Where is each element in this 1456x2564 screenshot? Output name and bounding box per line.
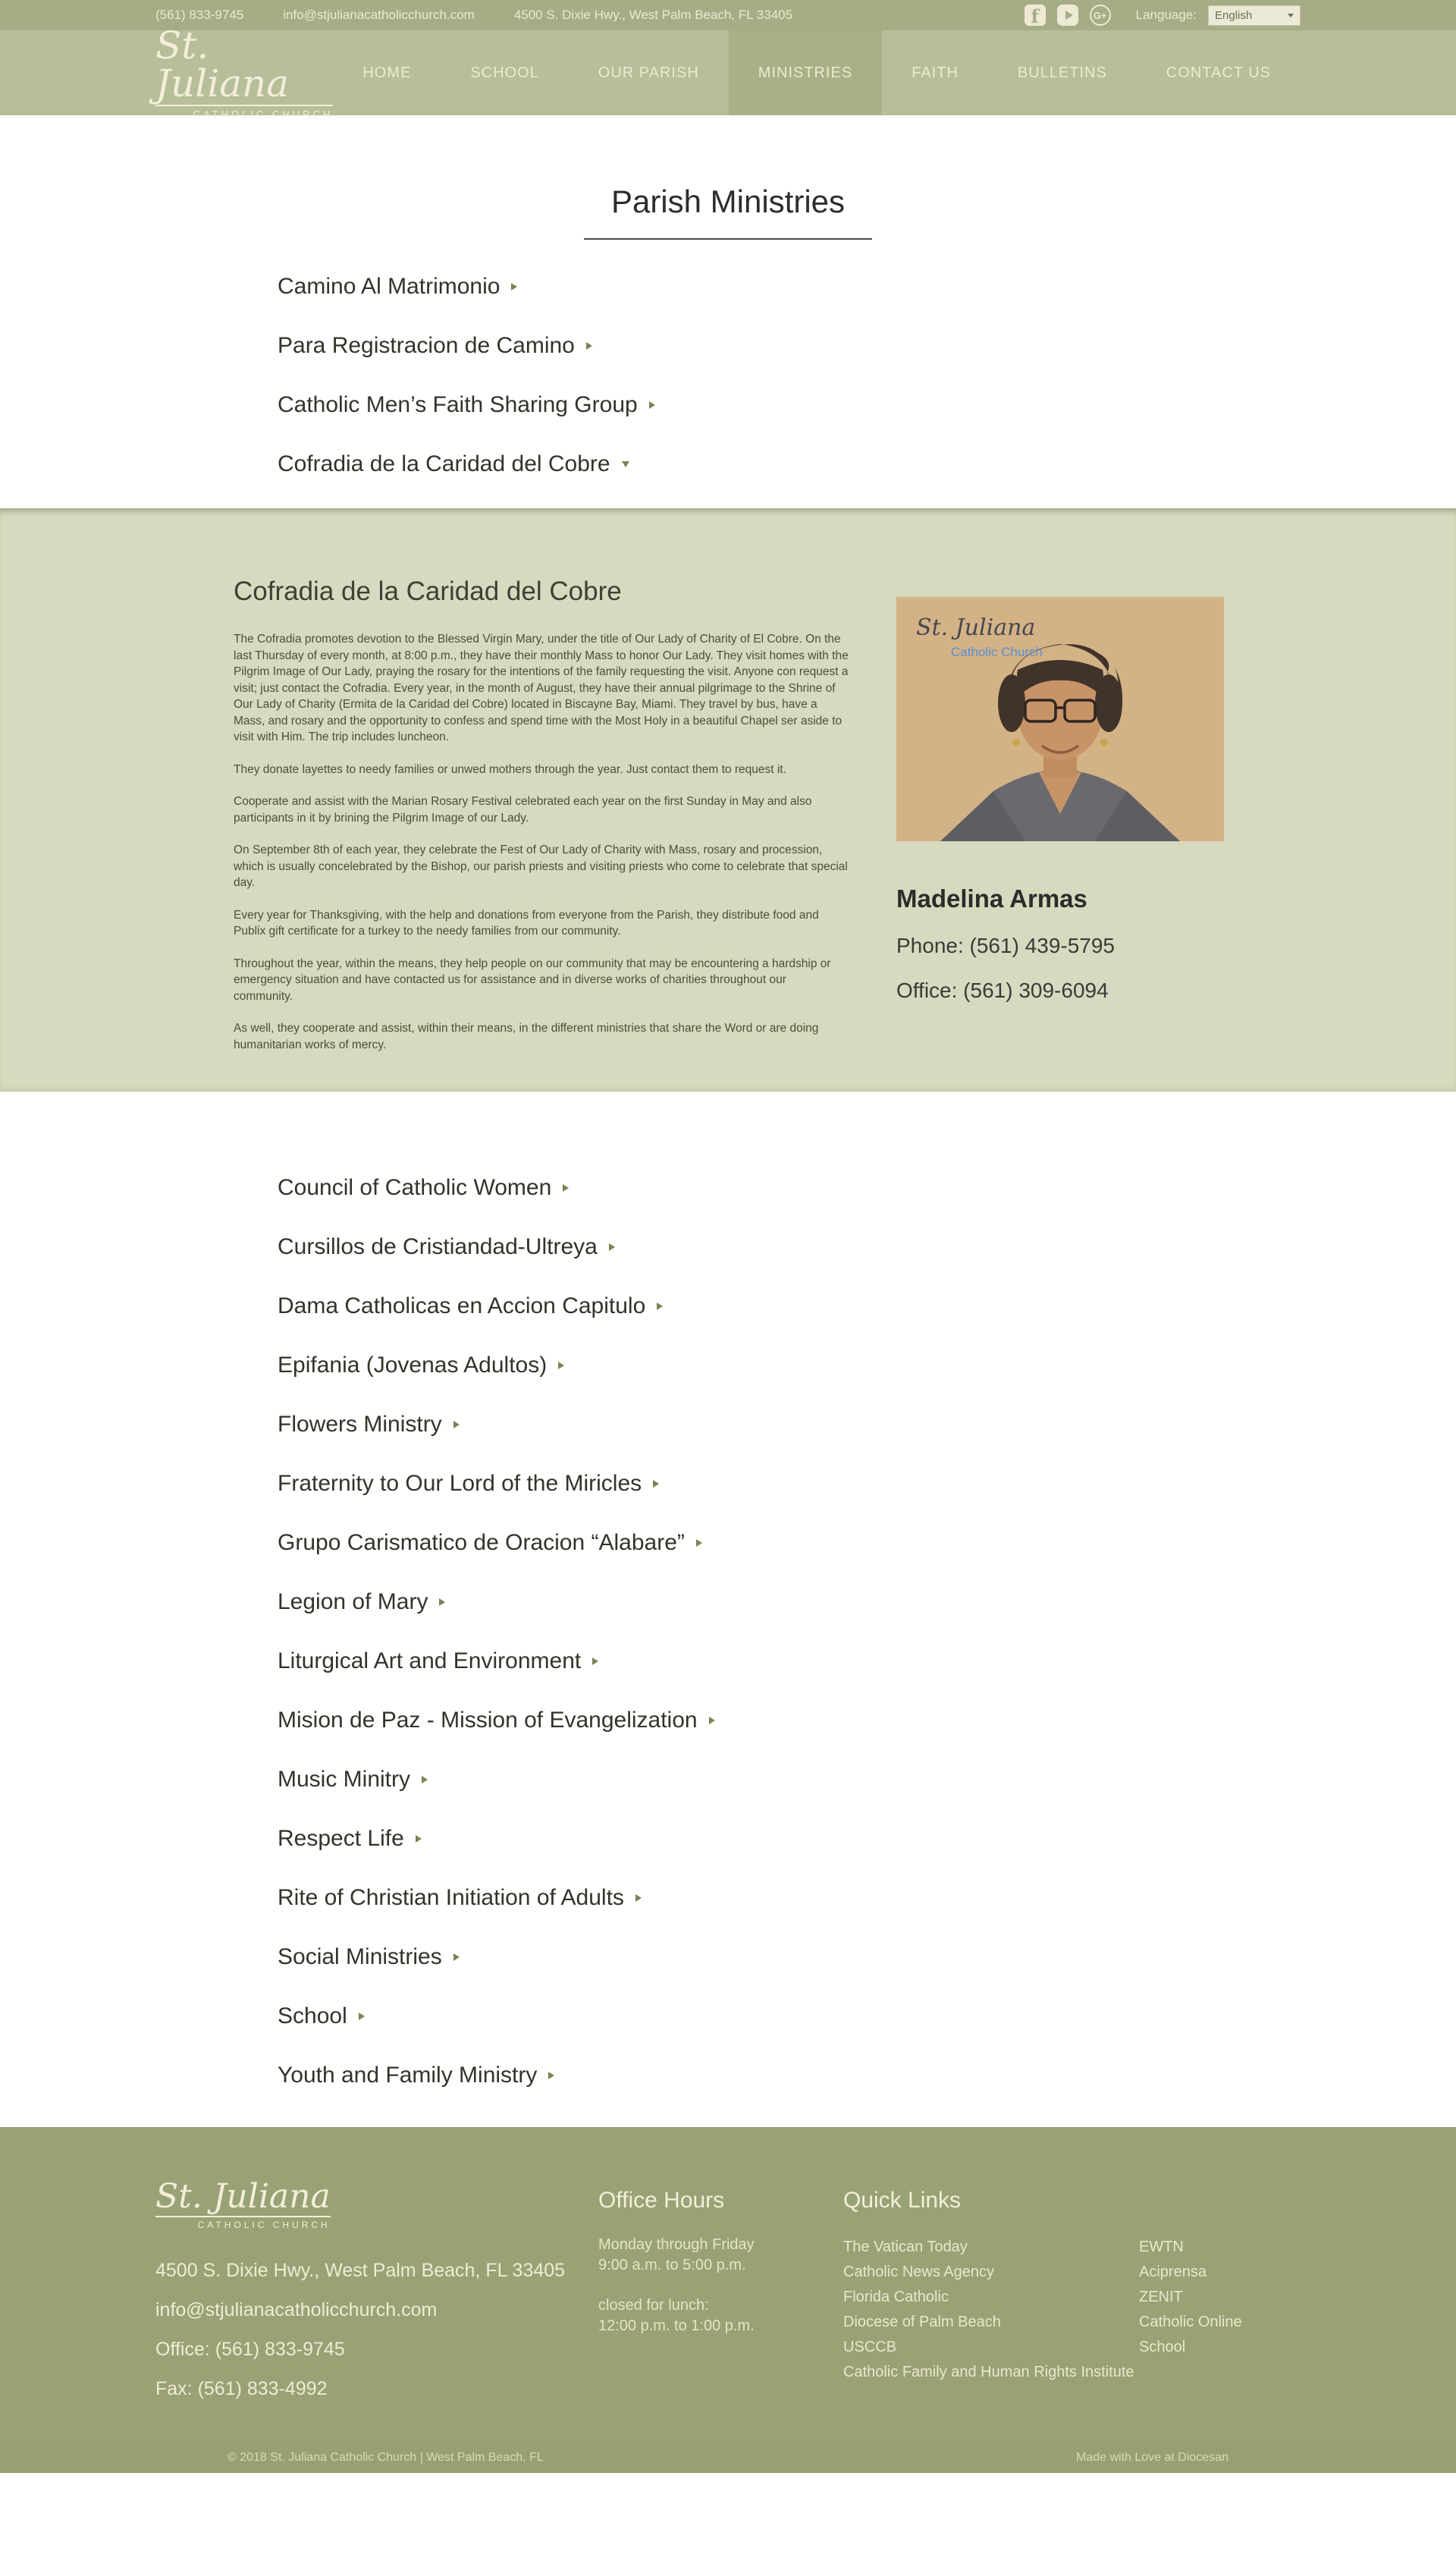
main-content [0, 115, 1456, 479]
chevron-right-icon [653, 1480, 659, 1488]
navbar [0, 23, 1456, 120]
ministry-item[interactable] [278, 272, 1456, 302]
chevron-right-icon [622, 461, 629, 467]
credit-link[interactable]: Made with Love at Diocesan [1076, 2451, 1228, 2464]
ministry-item-label: Rite of Christian Initiation of Adults [278, 1885, 624, 1910]
office-hours-weekdays: Monday through Friday 9:00 a.m. to 5:00 p.m. [598, 2236, 755, 2273]
quick-links-col2 [1139, 2235, 1242, 2385]
chevron-right-icon [511, 283, 517, 291]
ministry-item-label: Youth and Family Ministry [278, 2063, 538, 2088]
logo-script-text: St. Juliana [155, 23, 290, 105]
ministry-item[interactable] [278, 1528, 1456, 1558]
chevron-right-icon [649, 401, 655, 409]
nav-item[interactable]: SCHOOL [470, 64, 539, 81]
nav-item[interactable]: CONTACT US [1166, 64, 1271, 81]
ministry-item[interactable] [278, 1232, 1456, 1262]
chevron-right-icon [609, 1243, 615, 1251]
footer-office-phone: Office: (561) 833-9745 [155, 2339, 345, 2360]
ministry-item[interactable] [278, 390, 1456, 420]
ministry-item[interactable] [278, 1764, 1456, 1795]
quick-link[interactable]: Catholic Family and Human Rights Institute [843, 2364, 1134, 2380]
ministry-item-label: Council of Catholic Women [278, 1175, 552, 1200]
quick-link[interactable]: EWTN [1139, 2239, 1184, 2255]
footer-fax: Fax: (561) 833-4992 [155, 2378, 328, 2399]
chevron-right-icon [586, 342, 592, 350]
youtube-icon[interactable] [1057, 5, 1078, 26]
office-hours-title: Office Hours [598, 2188, 725, 2213]
footer-email[interactable]: info@stjulianacatholicchurch.com [155, 2299, 438, 2320]
ministry-item-label: Fraternity to Our Lord of the Miricles [278, 1471, 642, 1496]
nav-item[interactable]: BULLETINS [1017, 64, 1107, 81]
topbar-email[interactable]: info@stjulianacatholicchurch.com [283, 8, 475, 22]
ministry-item[interactable] [278, 1409, 1456, 1440]
logo-subtitle: CATHOLIC CHURCH [155, 105, 333, 120]
ministry-item-label: Legion of Mary [278, 1589, 428, 1614]
cofradia-title: Cofradia de la Caridad del Cobre [234, 577, 622, 606]
cofradia-paragraph: As well, they cooperate and assist, within their means, in the different ministries that share the Word or are doing humanitarian works of mercy. [234, 1022, 819, 1051]
ministry-item-label: Music Minitry [278, 1767, 411, 1792]
chevron-right-icon [422, 1776, 428, 1783]
ministry-item-label: Social Ministries [278, 1944, 442, 1969]
chevron-right-icon [696, 1539, 702, 1547]
ministry-item[interactable] [278, 331, 1456, 361]
ministry-item[interactable] [278, 1587, 1456, 1617]
footer-address: 4500 S. Dixie Hwy., West Palm Beach, FL 33405 [155, 2260, 566, 2281]
chevron-right-icon [563, 1184, 569, 1192]
ministry-item[interactable] [278, 2001, 1456, 2031]
chevron-right-icon [453, 1421, 460, 1428]
language-select[interactable] [1208, 5, 1301, 26]
footer [0, 2127, 1456, 2443]
ministry-item[interactable] [278, 2060, 1456, 2091]
contact-office: Office: (561) 309-6094 [896, 979, 1109, 1002]
quick-link[interactable]: The Vatican Today [843, 2239, 968, 2255]
ministry-item-label: Mision de Paz - Mission of Evangelization [278, 1708, 698, 1733]
cofradia-paragraph: The Cofradia promotes devotion to the Blessed Virgin Mary, under the title of Our Lady of Charity of El Cobre. On the last Thursday of every month, at 8:00 p.m., they have their monthly Mass to honor Our Lady. They visit homes with the Pilgrim Image of Our Lady, praying the rosary for the intentions of the family requesting the visit. Anyone con request a visit; just contact the Cofradia. Every year, in the month of August, they have their annual pilgrimage to the Shrine of Our Lady of Charity (Ermita de la Caridad del Cobre) located in Biscayne Bay, Miami. They travel by bus, have a Mass, and rosary and the opportunity to confess and spend time with the Most Holy in a beautiful Chapel ser aside to visit with Him. The trip includes luncheon. [234, 633, 849, 743]
ministries-list-bottom [278, 1173, 1456, 2091]
topbar-address: 4500 S. Dixie Hwy., West Palm Beach, FL 33405 [513, 8, 793, 22]
contact-name: Madelina Armas [896, 885, 1087, 913]
ministry-item-label: Catholic Men’s Faith Sharing Group [278, 392, 638, 417]
ministry-item-label: Cofradia de la Caridad del Cobre [278, 451, 610, 476]
quick-links-title: Quick Links [843, 2188, 962, 2213]
footer-logo-script-text: St. Juliana [155, 2177, 331, 2216]
language-selected-value: English [1215, 8, 1253, 22]
cofradia-paragraph: They donate layettes to needy families or unwed mothers through the year. Just contact them to request it. [234, 762, 786, 776]
quick-links-col1 [843, 2235, 1139, 2385]
quick-link[interactable]: Diocese of Palm Beach [843, 2314, 1001, 2330]
nav-item[interactable]: FAITH [912, 64, 959, 81]
ministry-item-label: Respect Life [278, 1826, 404, 1851]
chevron-right-icon [657, 1302, 663, 1310]
quick-link[interactable]: Aciprensa [1139, 2264, 1207, 2280]
chevron-right-icon [416, 1835, 422, 1843]
nav-item[interactable]: OUR PARISH [598, 64, 699, 81]
ministry-item-label: Dama Catholicas en Accion Capitulo [278, 1293, 646, 1318]
chevron-right-icon [709, 1717, 715, 1724]
facebook-icon[interactable]: f [1025, 5, 1046, 26]
ministry-item-label: School [278, 2003, 347, 2028]
cofradia-paragraph: Cooperate and assist with the Marian Rosary Festival celebrated each year on the first Sunday in May and also participants in it by brining the Pilgrim Image of our Lady. [234, 795, 812, 825]
footer-logo-subtitle: CATHOLIC CHURCH [155, 2216, 331, 2230]
bottombar [0, 2443, 1456, 2473]
cofradia-paragraph: Throughout the year, within the means, they help people on our community that may be encountering a hardship or emergency situation and have contacted us for assistance and in diverse works of charities throughout our community. [234, 957, 831, 1003]
nav-item[interactable]: HOME [362, 64, 412, 81]
ministries-list-top [278, 272, 1456, 479]
photo-watermark-subtitle: Catholic Church [951, 645, 1043, 659]
ministry-item-label: Camino Al Matrimonio [278, 274, 500, 299]
cofradia-paragraph: On September 8th of each year, they celebrate the Fest of Our Lady of Charity with Mass, rosary and procession, which is usually concelebrated by the Bishop, our parish priests and visiting priests who come to celebrate that special day. [234, 844, 848, 889]
quick-link[interactable]: School [1139, 2339, 1186, 2355]
topbar-phone: (561) 833-9745 [155, 8, 244, 22]
chevron-down-icon [1288, 14, 1294, 17]
contact-photo [896, 597, 1224, 841]
ministry-item[interactable] [278, 1291, 1456, 1321]
chevron-right-icon [592, 1657, 598, 1665]
ministry-item[interactable] [278, 1469, 1456, 1499]
site-logo[interactable] [155, 23, 334, 120]
chevron-right-icon [439, 1598, 445, 1606]
page-title: Parish Ministries [584, 185, 872, 240]
nav-item[interactable]: MINISTRIES [729, 30, 882, 115]
ministry-item-label: Grupo Carismatico de Oracion “Alabare” [278, 1530, 685, 1555]
quick-link[interactable]: Catholic Online [1139, 2314, 1242, 2330]
ministry-item[interactable] [278, 1824, 1456, 1854]
cofradia-paragraph: Every year for Thanksgiving, with the help and donations from everyone from the Parish, they distribute food and Publix gift certificate for a turkey to the needy families from our community. [234, 908, 819, 938]
ministry-item[interactable] [278, 1942, 1456, 1972]
quick-link[interactable]: Catholic News Agency [843, 2264, 994, 2280]
cofradia-expanded-panel [0, 508, 1456, 1092]
contact-phone: Phone: (561) 439-5795 [896, 934, 1115, 957]
main-nav [333, 30, 1301, 115]
chevron-right-icon [558, 1362, 564, 1369]
copyright-text: © 2018 St. Juliana Catholic Church | West Palm Beach, FL [228, 2451, 544, 2464]
chevron-right-icon [635, 1894, 642, 1902]
ministry-item[interactable] [278, 1173, 1456, 1203]
ministry-item-label: Epifania (Jovenas Adultos) [278, 1353, 548, 1378]
ministry-item[interactable] [278, 1350, 1456, 1381]
footer-logo [155, 2177, 331, 2230]
chevron-right-icon [453, 1953, 460, 1961]
photo-watermark-script: St. Juliana [916, 614, 1036, 641]
ministries-list-bottom-wrap [0, 1092, 1456, 2127]
quick-link[interactable]: Florida Catholic [843, 2289, 949, 2305]
quick-link[interactable]: ZENIT [1139, 2289, 1183, 2305]
quick-link[interactable]: USCCB [843, 2339, 897, 2355]
google-plus-icon[interactable]: G+ [1090, 5, 1111, 26]
ministry-item-label: Cursillos de Cristiandad-Ultreya [278, 1234, 598, 1259]
cofradia-description [234, 631, 849, 1053]
chevron-right-icon [548, 2072, 554, 2079]
ministry-item-label: Para Registracion de Camino [278, 333, 575, 358]
ministry-item[interactable] [278, 449, 1456, 479]
office-hours-lunch: closed for lunch: 12:00 p.m. to 1:00 p.m. [598, 2297, 755, 2334]
language-label: Language: [1135, 8, 1197, 22]
ministry-item[interactable] [278, 1646, 1456, 1676]
ministry-item[interactable] [278, 1705, 1456, 1736]
ministry-item-label: Liturgical Art and Environment [278, 1648, 582, 1673]
ministry-item[interactable] [278, 1883, 1456, 1913]
ministry-item-label: Flowers Ministry [278, 1412, 442, 1437]
chevron-right-icon [359, 2013, 365, 2020]
